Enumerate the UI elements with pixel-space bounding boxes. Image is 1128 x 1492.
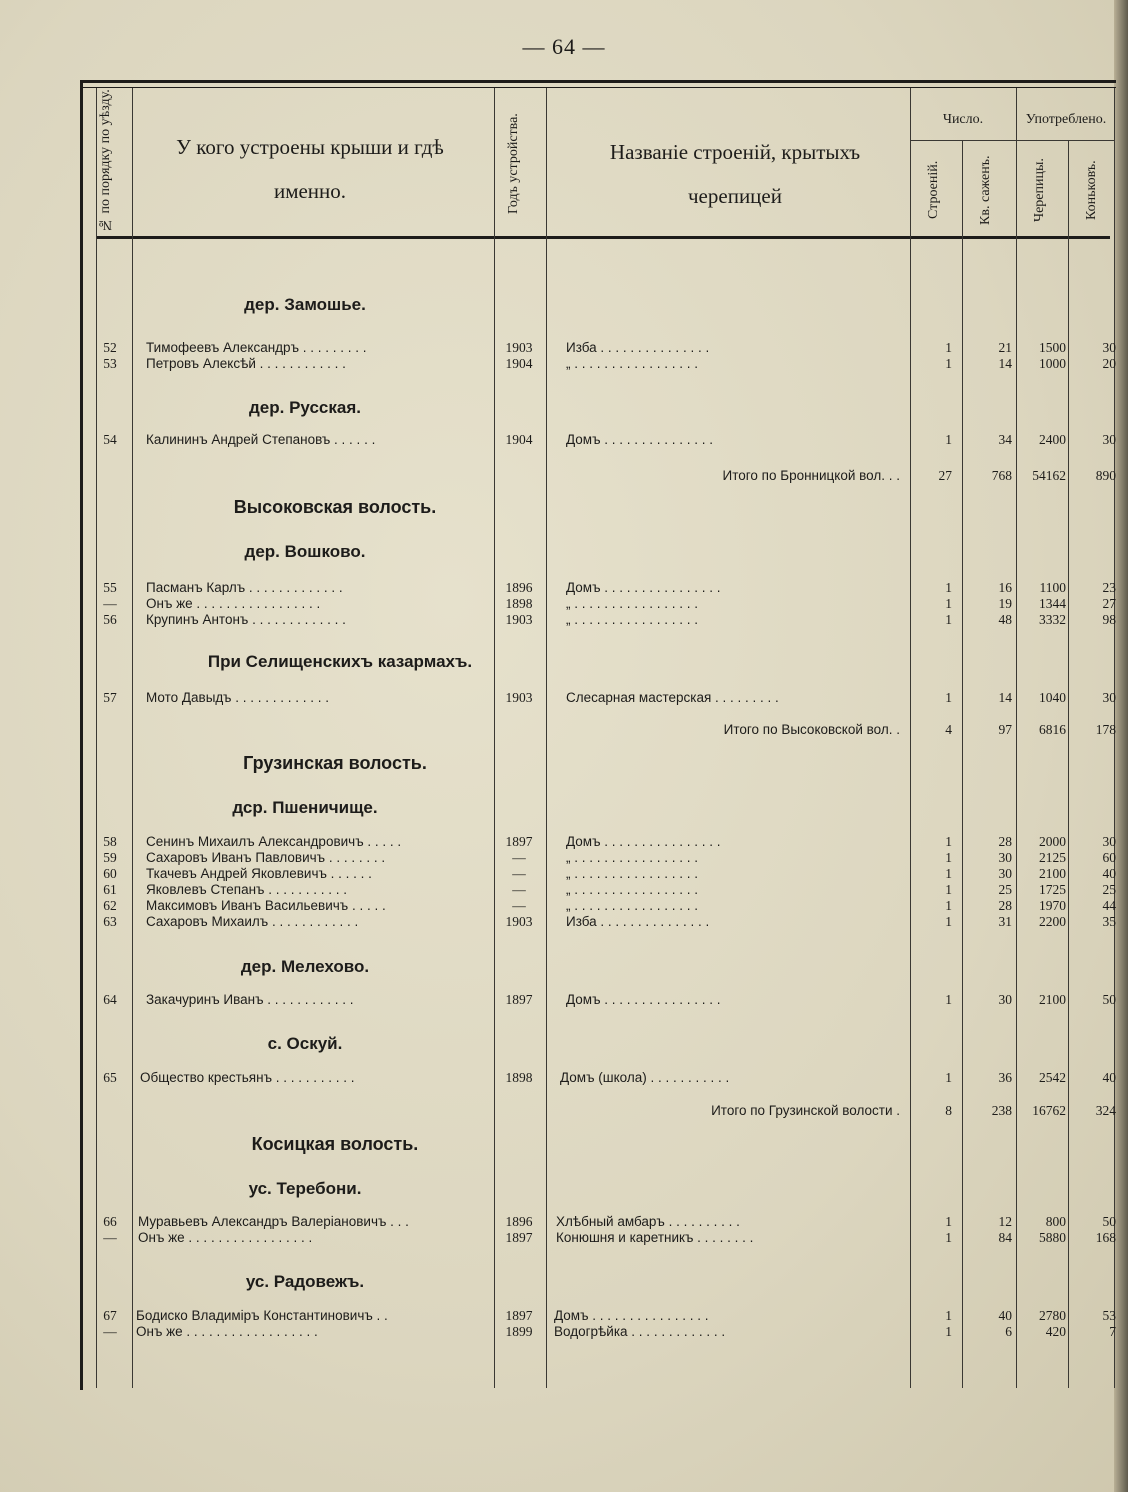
row-number: 52 <box>103 340 117 355</box>
square-sazhens: 30 <box>998 992 1012 1007</box>
building-name: Слесарная мастерская . . . . . . . . . <box>566 690 779 705</box>
building-name: „ . . . . . . . . . . . . . . . . . <box>566 850 699 865</box>
building-name: „ . . . . . . . . . . . . . . . . . <box>566 596 699 611</box>
col-sep-count <box>910 88 911 1388</box>
owner-name: Яковлевъ Степанъ . . . . . . . . . . . <box>146 882 347 897</box>
tiles-used: 1970 <box>1039 898 1066 913</box>
square-sazhens: 238 <box>991 1103 1012 1118</box>
square-sazhens: 40 <box>998 1308 1012 1323</box>
table-row <box>0 850 1128 866</box>
tiles-used: 1100 <box>1039 580 1066 595</box>
square-sazhens: 31 <box>998 914 1012 929</box>
ridges-used: 98 <box>1102 612 1116 627</box>
table-row <box>0 914 1128 930</box>
ridges-used: 60 <box>1102 850 1116 865</box>
col-sep-ridges <box>1068 140 1069 1388</box>
village-heading: дер. Замошье. <box>244 295 366 314</box>
tiles-used: 6816 <box>1039 722 1066 737</box>
tiles-used: 2400 <box>1039 432 1066 447</box>
year: 1903 <box>505 690 533 705</box>
header-bldg: Названіе строеній, крытыхъ черепицей <box>609 140 861 208</box>
row-number: 53 <box>103 356 117 371</box>
square-sazhens: 84 <box>998 1230 1012 1245</box>
buildings-count: 1 <box>945 898 952 913</box>
ridges-used: 35 <box>1102 914 1116 929</box>
ridges-used: 30 <box>1102 690 1116 705</box>
row-number: 54 <box>103 432 117 447</box>
table-row <box>0 1324 1128 1340</box>
square-sazhens: 768 <box>991 468 1012 483</box>
table-row <box>0 898 1128 914</box>
buildings-count: 1 <box>945 834 952 849</box>
volost-heading: Грузинская волость. <box>243 753 427 773</box>
row-number: 58 <box>103 834 117 849</box>
header-buildings: Строеній. <box>926 160 941 220</box>
square-sazhens: 97 <box>998 722 1012 737</box>
square-sazhens: 6 <box>1005 1324 1012 1339</box>
row-number: — <box>103 596 117 611</box>
owner-name: Тимофеевъ Александръ . . . . . . . . . <box>146 340 367 355</box>
row-number: — <box>103 1230 117 1245</box>
square-sazhens: 25 <box>998 882 1012 897</box>
buildings-count: 8 <box>945 1103 952 1118</box>
tiles-used: 420 <box>1045 1324 1066 1339</box>
table-row <box>0 1214 1128 1230</box>
owner-name: Онъ же . . . . . . . . . . . . . . . . . <box>146 596 321 611</box>
year: — <box>512 898 526 913</box>
buildings-count: 1 <box>945 866 952 881</box>
year: — <box>512 866 526 881</box>
page-edge <box>1114 0 1128 1492</box>
square-sazhens: 28 <box>998 834 1012 849</box>
owner-name: Онъ же . . . . . . . . . . . . . . . . . . <box>136 1324 318 1339</box>
total-row <box>0 468 1128 484</box>
row-number: 63 <box>103 914 117 929</box>
owner-name: Калининъ Андрей Степановъ . . . . . . <box>146 432 376 447</box>
square-sazhens: 30 <box>998 850 1012 865</box>
header-sq: Кв. саженъ. <box>978 155 993 225</box>
header-who: У кого устроены крыши и гдѣ именно. <box>176 135 444 203</box>
row-number: — <box>103 1324 117 1339</box>
village-heading: с. Оскуй. <box>267 1034 343 1053</box>
ridges-used: 324 <box>1095 1103 1116 1118</box>
row-number: 59 <box>103 850 117 865</box>
table-row <box>0 612 1128 628</box>
village-heading: дср. Пшеничище. <box>232 798 378 817</box>
header-num: № по порядку по уѣзду. <box>98 89 113 232</box>
owner-name: Петровъ Алексѣй . . . . . . . . . . . . <box>146 356 346 371</box>
table-row <box>0 340 1128 356</box>
year: 1903 <box>505 612 533 627</box>
owner-name: Муравьевъ Александръ Валеріановичъ . . . <box>138 1214 409 1229</box>
tiles-used: 3332 <box>1039 612 1066 627</box>
owner-name: Максимовъ Иванъ Васильевичъ . . . . . <box>146 898 386 913</box>
buildings-count: 1 <box>945 992 952 1007</box>
tiles-used: 2100 <box>1039 866 1066 881</box>
owner-name: Сахаровъ Михаилъ . . . . . . . . . . . . <box>146 914 359 929</box>
top-rule <box>80 80 1116 83</box>
tiles-used: 54162 <box>1032 468 1066 483</box>
col-sep-right <box>1114 88 1115 1388</box>
tiles-used: 1000 <box>1039 356 1066 371</box>
header-used: Употреблено. <box>1025 112 1107 127</box>
ridges-used: 178 <box>1095 722 1116 737</box>
owner-name: Крупинъ Антонъ . . . . . . . . . . . . . <box>146 612 346 627</box>
buildings-count: 1 <box>945 340 952 355</box>
village-heading: дер. Вошково. <box>244 542 366 561</box>
building-name: Изба . . . . . . . . . . . . . . . <box>566 340 710 355</box>
buildings-count: 1 <box>945 690 952 705</box>
year: — <box>512 850 526 865</box>
ridges-used: 53 <box>1102 1308 1116 1323</box>
building-name: „ . . . . . . . . . . . . . . . . . <box>566 866 699 881</box>
square-sazhens: 21 <box>998 340 1012 355</box>
estate-heading: ус. Радовежъ. <box>245 1272 365 1291</box>
table-row <box>0 690 1128 706</box>
page-number: — 64 — <box>522 34 606 59</box>
square-sazhens: 34 <box>998 432 1012 447</box>
ridges-used: 27 <box>1102 596 1116 611</box>
year: 1897 <box>505 834 533 849</box>
buildings-count: 1 <box>945 580 952 595</box>
table-row <box>0 834 1128 850</box>
ridges-used: 44 <box>1102 898 1116 913</box>
row-number: 66 <box>103 1214 117 1229</box>
ridges-used: 168 <box>1095 1230 1116 1245</box>
owner-name: Мото Давыдъ . . . . . . . . . . . . . <box>146 690 329 705</box>
table-row <box>0 1230 1128 1246</box>
row-number: 67 <box>103 1308 117 1323</box>
square-sazhens: 36 <box>998 1070 1012 1085</box>
table-row <box>0 356 1128 372</box>
table-row <box>0 596 1128 612</box>
year: 1897 <box>505 992 533 1007</box>
year: 1896 <box>505 580 533 595</box>
header-year: Годъ устройства. <box>506 113 521 215</box>
row-number: 65 <box>103 1070 117 1085</box>
tiles-used: 1725 <box>1039 882 1066 897</box>
square-sazhens: 16 <box>998 580 1012 595</box>
buildings-count: 1 <box>945 850 952 865</box>
tiles-used: 2125 <box>1039 850 1066 865</box>
village-heading: дер. Русская. <box>249 398 361 417</box>
row-number: 55 <box>103 580 117 595</box>
total-label: Итого по Бронницкой вол. . . <box>722 468 900 483</box>
table-row <box>0 432 1128 448</box>
building-name: Домъ . . . . . . . . . . . . . . . . <box>566 834 721 849</box>
buildings-count: 1 <box>945 914 952 929</box>
left-border-inner <box>96 88 97 1388</box>
building-name: „ . . . . . . . . . . . . . . . . . <box>566 612 699 627</box>
ridges-used: 40 <box>1102 1070 1116 1085</box>
square-sazhens: 12 <box>998 1214 1012 1229</box>
year: 1903 <box>505 340 533 355</box>
ridges-used: 890 <box>1095 468 1116 483</box>
village-heading: дер. Мелехово. <box>240 957 370 976</box>
row-number: 61 <box>103 882 117 897</box>
header-ridges: Коньковъ. <box>1084 160 1099 220</box>
square-sazhens: 14 <box>998 356 1012 371</box>
buildings-count: 1 <box>945 1230 952 1245</box>
square-sazhens: 48 <box>998 612 1012 627</box>
square-sazhens: 19 <box>998 596 1012 611</box>
table-row <box>0 992 1128 1008</box>
year: 1904 <box>505 356 533 371</box>
owner-name: Сенинъ Михаилъ Александровичъ . . . . . <box>146 834 402 849</box>
owner-name: Онъ же . . . . . . . . . . . . . . . . . <box>138 1230 313 1245</box>
ridges-used: 40 <box>1102 866 1116 881</box>
owner-name: Пасманъ Карлъ . . . . . . . . . . . . . <box>146 580 343 595</box>
tiles-used: 2000 <box>1039 834 1066 849</box>
volost-heading: Высоковская волость. <box>233 497 437 517</box>
year: 1904 <box>505 432 533 447</box>
year: 1896 <box>505 1214 533 1229</box>
group-header-rule <box>910 140 1114 141</box>
owner-name: Закачуринъ Иванъ . . . . . . . . . . . . <box>146 992 354 1007</box>
table-row <box>0 866 1128 882</box>
col-sep-year-r <box>546 88 547 1388</box>
tiles-used: 800 <box>1045 1214 1066 1229</box>
row-number: 60 <box>103 866 117 881</box>
square-sazhens: 14 <box>998 690 1012 705</box>
tiles-used: 2100 <box>1039 992 1066 1007</box>
row-number: 56 <box>103 612 117 627</box>
col-sep-sq <box>962 140 963 1388</box>
ridges-used: 30 <box>1102 340 1116 355</box>
total-row <box>0 722 1128 738</box>
owner-name: Ткачевъ Андрей Яковлевичъ . . . . . . <box>146 866 372 881</box>
building-name: „ . . . . . . . . . . . . . . . . . <box>566 882 699 897</box>
place-heading: При Селищенскихъ казармахъ. <box>207 652 473 671</box>
ridges-used: 30 <box>1102 834 1116 849</box>
buildings-count: 1 <box>945 612 952 627</box>
top-rule-thin <box>80 87 1116 88</box>
total-label: Итого по Грузинской волости . <box>711 1103 900 1118</box>
building-name: „ . . . . . . . . . . . . . . . . . <box>566 898 699 913</box>
owner-name: Общество крестьянъ . . . . . . . . . . . <box>140 1070 355 1085</box>
table-row <box>0 580 1128 596</box>
tiles-used: 1040 <box>1039 690 1066 705</box>
building-name: Домъ . . . . . . . . . . . . . . . . <box>566 580 721 595</box>
buildings-count: 4 <box>945 722 952 737</box>
col-sep-year-l <box>494 88 495 1388</box>
building-name: Домъ . . . . . . . . . . . . . . . . <box>566 992 721 1007</box>
tiles-used: 16762 <box>1032 1103 1066 1118</box>
year: 1897 <box>505 1308 533 1323</box>
buildings-count: 1 <box>945 356 952 371</box>
tiles-used: 2200 <box>1039 914 1066 929</box>
building-name: Конюшня и каретникъ . . . . . . . . <box>556 1230 754 1245</box>
header-tiles: Черепицы. <box>1032 158 1047 222</box>
owner-name: Бодиско Владиміръ Константиновичъ . . <box>136 1308 388 1323</box>
table-row <box>0 1308 1128 1324</box>
table-row <box>0 1070 1128 1086</box>
ridges-used: 7 <box>1109 1324 1116 1339</box>
year: 1898 <box>505 596 533 611</box>
building-name: Домъ . . . . . . . . . . . . . . . <box>566 432 714 447</box>
total-label: Итого по Высоковской вол. . <box>723 722 900 737</box>
buildings-count: 1 <box>945 1324 952 1339</box>
row-number: 57 <box>103 690 117 705</box>
buildings-count: 1 <box>945 882 952 897</box>
buildings-count: 1 <box>945 1070 952 1085</box>
buildings-count: 1 <box>945 432 952 447</box>
volost-heading: Косицкая волость. <box>251 1134 419 1154</box>
ridges-used: 50 <box>1102 1214 1116 1229</box>
building-name: „ . . . . . . . . . . . . . . . . . <box>566 356 699 371</box>
year: 1897 <box>505 1230 533 1245</box>
header-rule <box>96 236 1110 239</box>
building-name: Изба . . . . . . . . . . . . . . . <box>566 914 710 929</box>
year: 1903 <box>505 914 533 929</box>
row-number: 62 <box>103 898 117 913</box>
row-number: 64 <box>103 992 117 1007</box>
ridges-used: 50 <box>1102 992 1116 1007</box>
tiles-used: 1344 <box>1039 596 1066 611</box>
tiles-used: 2780 <box>1039 1308 1066 1323</box>
year: — <box>512 882 526 897</box>
year: 1898 <box>505 1070 533 1085</box>
building-name: Хлѣбный амбаръ . . . . . . . . . . <box>556 1214 740 1229</box>
total-row <box>0 1103 1128 1119</box>
square-sazhens: 28 <box>998 898 1012 913</box>
buildings-count: 27 <box>938 468 952 483</box>
ridges-used: 30 <box>1102 432 1116 447</box>
tiles-used: 2542 <box>1039 1070 1066 1085</box>
tiles-used: 5880 <box>1039 1230 1066 1245</box>
ridges-used: 23 <box>1102 580 1116 595</box>
table-row <box>0 882 1128 898</box>
year: 1899 <box>505 1324 533 1339</box>
building-name: Водогрѣйка . . . . . . . . . . . . . <box>554 1324 726 1339</box>
tiles-used: 1500 <box>1039 340 1066 355</box>
buildings-count: 1 <box>945 596 952 611</box>
buildings-count: 1 <box>945 1308 952 1323</box>
col-sep-used <box>1016 88 1017 1388</box>
building-name: Домъ . . . . . . . . . . . . . . . . <box>554 1308 709 1323</box>
buildings-count: 1 <box>945 1214 952 1229</box>
header-count: Число. <box>942 112 984 127</box>
building-name: Домъ (школа) . . . . . . . . . . . <box>560 1070 730 1085</box>
estate-heading: ус. Теребони. <box>248 1179 362 1198</box>
square-sazhens: 30 <box>998 866 1012 881</box>
ridges-used: 25 <box>1102 882 1116 897</box>
ridges-used: 20 <box>1102 356 1116 371</box>
owner-name: Сахаровъ Иванъ Павловичъ . . . . . . . . <box>146 850 386 865</box>
